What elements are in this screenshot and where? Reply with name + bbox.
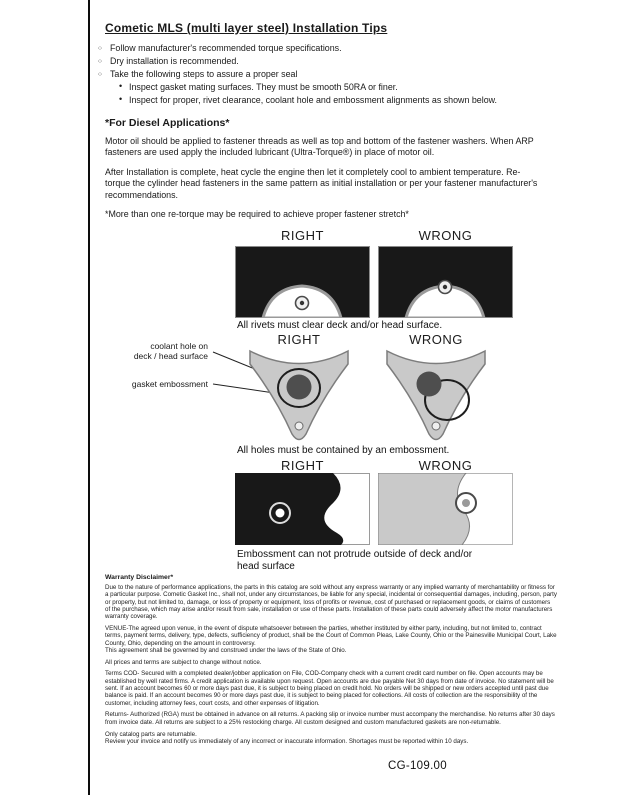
row2-right-label: RIGHT (277, 332, 321, 347)
legal-paragraph: Review your invoice and notify us immediately of any incorrect or inaccurate information. Shortages must be reported within 10 days. (105, 737, 469, 745)
row3-wrong-label: WRONG (418, 458, 473, 473)
tip-item: ○ Follow manufacturer's recommended torque specifications. (100, 44, 570, 54)
row3-right-label: RIGHT (281, 458, 324, 473)
hole-icon (276, 509, 285, 518)
row1-wrong-label: WRONG (418, 228, 473, 243)
legal-paragraph: VENUE-The agreed upon venue, in the event of dispute whatsoever between the parties, whether instituted by either party, including, but not limited to, contract terms, payment terms, delivery, type, defects, sufficiency of product, shall be the Court of Common Pleas, Lake County, Ohio or the Painesville Municipal Court, Lake County, Ohio, depending on the amount in controversy. (105, 624, 557, 647)
warranty-disclaimer-section (105, 574, 557, 750)
legal-paragraph: Returns- Authorized (RGA) must be obtained in advance on all returns. A packing slip or invoice number must accompany the merchandise. No returns after 30 days from invoice date. All returns are subject to a 25% restocking charge. All custom designed and custom manufactured gaskets are non-returnable. (105, 711, 555, 726)
diesel-paragraph: Motor oil should be applied to fastener threads as well as top and bottom of the fastener washers. When ARP fasteners are used apply the included lubricant (Ultra-Torque®) in place of motor oil. (105, 136, 534, 158)
row1-caption: All rivets must clear deck and/or head surface. (237, 320, 443, 331)
row3-caption: Embossment can not protrude outside of deck and/or head surface (237, 549, 473, 572)
page-number: CG-109.00 (388, 760, 447, 772)
diesel-heading: *For Diesel Applications* (105, 117, 230, 129)
tip-sub-item: • Inspect gasket mating surfaces. They must be smooth 50RA or finer. (119, 83, 570, 93)
diesel-applications-section (105, 117, 543, 228)
page-title: Cometic MLS (multi layer steel) Installation Tips (105, 21, 388, 35)
legal-paragraph: Terms COD- Secured with a completed dealer/jobber application on File, COD-Company check with a current credit card number on file. Open accounts may be established by well rated firms. A credit application is available upon request. Open accounts are due payable Net 30 days from date of invoice. No statement will be sent. If an account becomes 60 or more days past due, it is subject to being placed on credit hold. No orders will be shipped or new orders accepted until past due balance is paid. If an account becomes 90 or more days past due, it is subject to being placed for collections. All costs of collection are the responsibility of the customer, including attorney fees, court costs, and other expenses of litigation. (105, 670, 554, 707)
hole-icon (462, 499, 470, 507)
legal-paragraph: Due to the nature of performance applications, the parts in this catalog are sold without any express warranty or any implied warranty of merchantability or fitness for a particular purpose. Cometic Gasket Inc., shall not, under any circumstances, be liable for any special, incidental or consequential damages, including, person, party or property, but not limited to, damage, or loss of property or equipment, loss of profits or revenue, cost of purchased or replacement goods, or claims of customers of the purchase, which may arise and/or result from sale, installation or use of these parts. Installation of these parts could adversely affect the motor manufacturers warranty coverage. (105, 584, 557, 621)
diesel-paragraph: After Installation is complete, heat cycle the engine then let it completely cool to ambient temperature. Re-torque the cylinder head fasteners in the same pattern as initial installation or per your fastener manufacturer's recommendations. (105, 166, 538, 200)
coolant-hole-label: coolant hole on deck / head surface (133, 341, 208, 361)
figure-rivet-right (235, 246, 370, 323)
figure-embossment-right (248, 348, 350, 448)
legal-paragraph: All prices and terms are subject to change without notice. (105, 658, 262, 666)
left-margin-rule (88, 0, 90, 795)
legal-paragraph: Only catalog parts are returnable. (105, 730, 197, 738)
tip-sub-item: • Inspect for proper, rivet clearance, coolant hole and embossment alignments as shown below. (119, 96, 570, 106)
installation-tips-list (100, 44, 570, 109)
coolant-hole-icon (417, 372, 442, 397)
gasket-embossment-label: gasket embossment (131, 379, 208, 389)
row2-caption: All holes must be contained by an embossment. (237, 445, 450, 456)
coolant-hole-icon (287, 375, 312, 400)
diesel-note: *More than one re-torque may be required to achieve proper fastener stretch* (105, 209, 409, 220)
warranty-heading: Warranty Disclaimer* (105, 574, 174, 581)
tip-item: ○ Take the following steps to assure a proper seal (100, 70, 570, 80)
figure-protrusion-wrong (378, 473, 513, 550)
legal-paragraph: This agreement shall be governed by and construed under the laws of the State of Ohio. (105, 646, 347, 654)
row2-wrong-label: WRONG (409, 332, 463, 347)
figure-protrusion-right (235, 473, 370, 550)
row1-right-label: RIGHT (281, 228, 324, 243)
tip-item: ○ Dry installation is recommended. (100, 57, 570, 67)
figure-rivet-wrong (378, 246, 513, 323)
figure-embossment-wrong (385, 348, 487, 448)
